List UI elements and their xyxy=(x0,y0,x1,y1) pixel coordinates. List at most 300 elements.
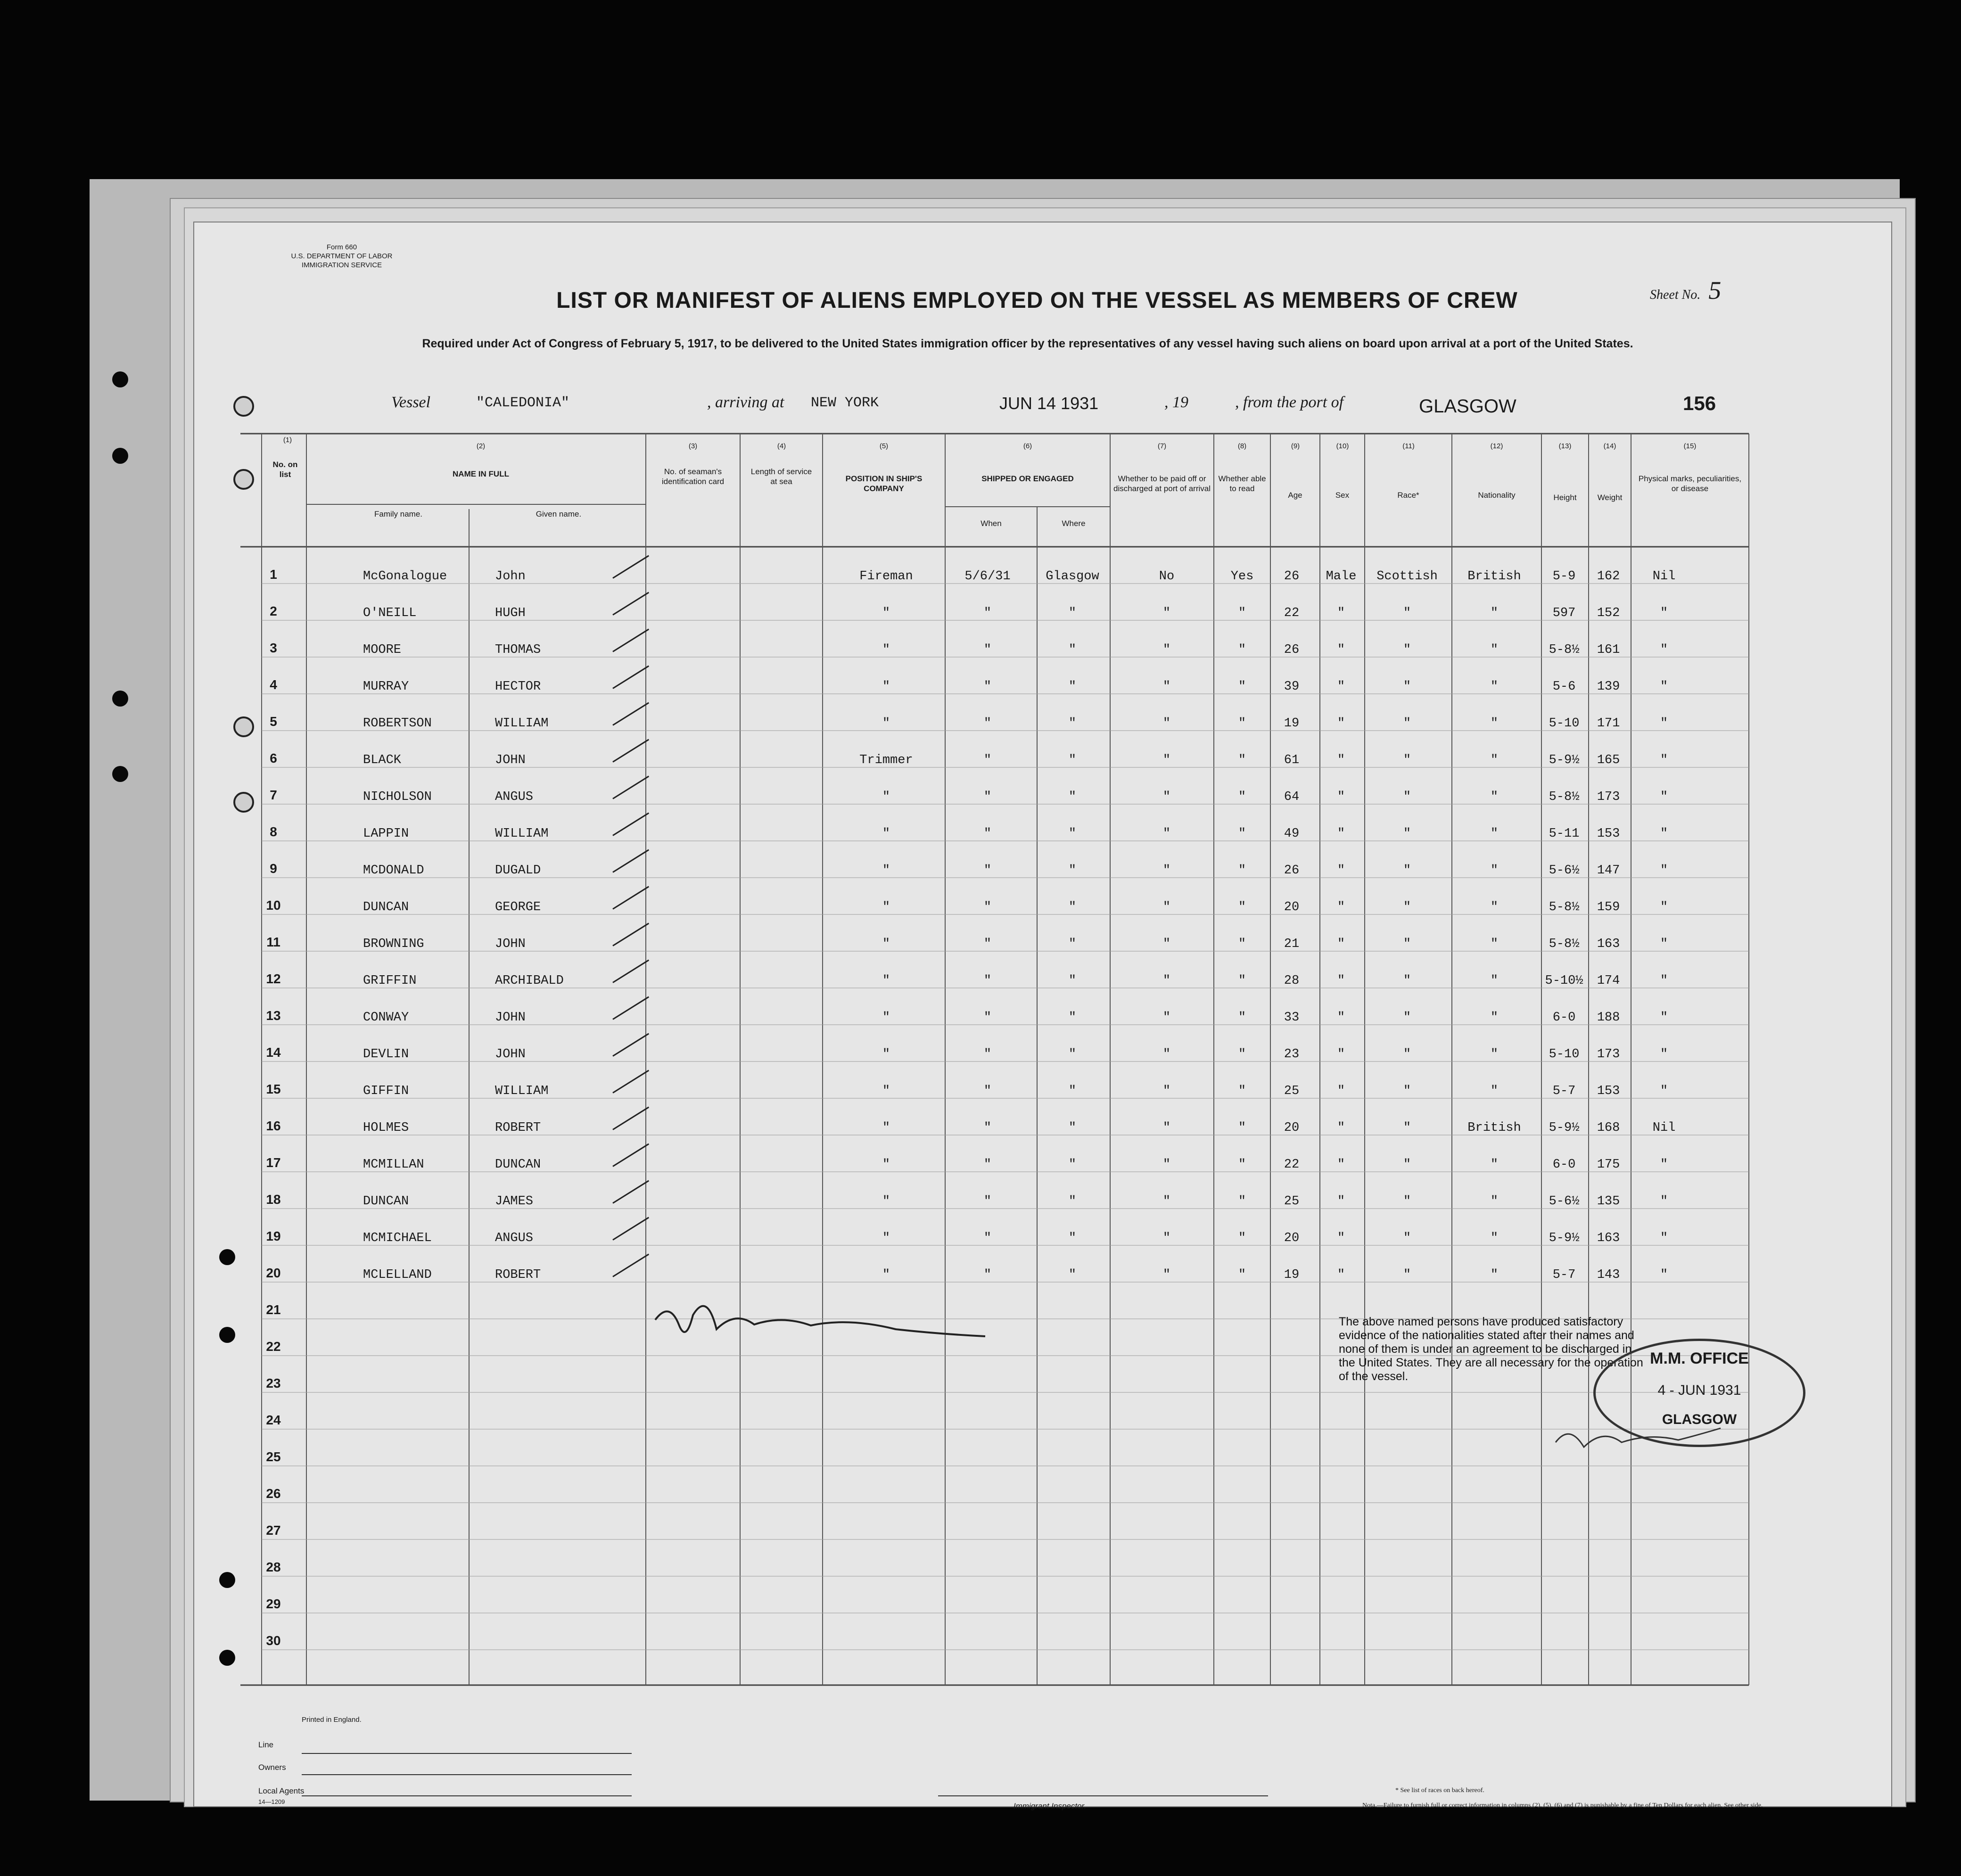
cell-where: " xyxy=(1068,900,1077,914)
cell-height: 5-8½ xyxy=(1549,900,1580,914)
header-position: POSITION IN SHIP'S COMPANY xyxy=(845,474,923,493)
cell-nat: " xyxy=(1490,790,1499,804)
cell-given: ANGUS xyxy=(495,1231,534,1245)
cell-race: " xyxy=(1403,1194,1411,1209)
cell-where: " xyxy=(1068,606,1077,620)
cell-nat: " xyxy=(1490,1047,1499,1061)
cell-where: " xyxy=(1068,1011,1077,1025)
cell-nat: " xyxy=(1490,864,1499,878)
cell-age: 26 xyxy=(1284,864,1300,878)
cell-family: MOORE xyxy=(363,643,402,657)
cell-when: " xyxy=(983,900,992,914)
binding-ring xyxy=(233,716,254,737)
header-weight: Weight xyxy=(1597,493,1623,502)
cell-sex: Male xyxy=(1326,569,1357,584)
cell-position: " xyxy=(882,827,890,841)
year-label: , 19 xyxy=(1164,394,1188,411)
cell-paid: " xyxy=(1162,1194,1171,1209)
cell-nat: " xyxy=(1490,753,1499,767)
cell-age: 23 xyxy=(1284,1047,1300,1061)
cell-race: " xyxy=(1403,974,1411,988)
form-code: 14—1209 xyxy=(258,1798,285,1805)
cell-where: " xyxy=(1068,1231,1077,1245)
row-number: 13 xyxy=(266,1008,281,1023)
cell-read: " xyxy=(1238,753,1246,767)
cell-when: " xyxy=(983,1194,992,1209)
cell-nat: " xyxy=(1490,643,1499,657)
cell-height: 5-9½ xyxy=(1549,1121,1580,1135)
cell-when: " xyxy=(983,827,992,841)
cell-family: CONWAY xyxy=(363,1011,409,1025)
cell-read: Yes xyxy=(1230,569,1254,584)
row-number: 27 xyxy=(266,1523,281,1538)
cell-marks: Nil xyxy=(1652,569,1676,584)
cell-sex: " xyxy=(1337,716,1345,731)
cell-nat: " xyxy=(1490,680,1499,694)
cell-paid: " xyxy=(1162,1084,1171,1098)
cell-read: " xyxy=(1238,1121,1246,1135)
cell-given: ROBERT xyxy=(495,1121,541,1135)
cell-where: " xyxy=(1068,790,1077,804)
cell-age: 20 xyxy=(1284,1121,1300,1135)
cell-where: " xyxy=(1068,1121,1077,1135)
cell-race: " xyxy=(1403,716,1411,731)
cell-weight: 188 xyxy=(1597,1011,1620,1025)
punch-hole xyxy=(219,1327,235,1343)
cell-read: " xyxy=(1238,900,1246,914)
arriving-label: , arriving at xyxy=(707,394,784,411)
cell-read: " xyxy=(1238,1084,1246,1098)
cell-read: " xyxy=(1238,790,1246,804)
manifest-sheet xyxy=(193,222,1892,1807)
row-number: 8 xyxy=(270,824,277,839)
cell-position: Fireman xyxy=(859,569,913,584)
cell-height: 5-10 xyxy=(1549,1047,1580,1061)
cell-race: " xyxy=(1403,680,1411,694)
row-number: 15 xyxy=(266,1082,281,1096)
cell-when: " xyxy=(983,790,992,804)
col-13-number: (13) xyxy=(1558,442,1572,450)
cell-where: " xyxy=(1068,753,1077,767)
cell-when: " xyxy=(983,753,992,767)
cell-nat: " xyxy=(1490,1011,1499,1025)
cell-position: " xyxy=(882,937,890,951)
header-physical-marks: Physical marks, peculiarities, or disease xyxy=(1638,474,1742,493)
row-number: 10 xyxy=(266,898,281,913)
punch-hole xyxy=(112,371,128,387)
cell-position: Trimmer xyxy=(859,753,913,767)
cell-given: ANGUS xyxy=(495,790,534,804)
cell-given: WILLIAM xyxy=(495,716,549,731)
cell-age: 22 xyxy=(1284,1158,1300,1172)
cell-weight: 165 xyxy=(1597,753,1620,767)
col-15-number: (15) xyxy=(1683,442,1697,450)
stamp-date: 4 - JUN 1931 xyxy=(1657,1382,1741,1398)
cell-when: " xyxy=(983,1121,992,1135)
cell-height: 5-7 xyxy=(1552,1084,1576,1098)
cell-when: 5/6/31 xyxy=(964,569,1011,584)
vessel-line xyxy=(391,391,1805,420)
cell-sex: " xyxy=(1337,864,1345,878)
cell-paid: " xyxy=(1162,1268,1171,1282)
cell-height: 6-0 xyxy=(1552,1011,1576,1025)
cell-position: " xyxy=(882,790,890,804)
from-label: , from the port of xyxy=(1235,394,1344,411)
col-8-number: (8) xyxy=(1237,442,1247,450)
cell-weight: 153 xyxy=(1597,1084,1620,1098)
cell-family: BLACK xyxy=(363,753,402,767)
cell-nat: " xyxy=(1490,900,1499,914)
col-14-number: (14) xyxy=(1603,442,1616,450)
cell-weight: 143 xyxy=(1597,1268,1620,1282)
cell-given: JOHN xyxy=(495,1011,526,1025)
cell-paid: " xyxy=(1162,900,1171,914)
cell-position: " xyxy=(882,606,890,620)
cell-marks: " xyxy=(1660,606,1668,620)
row-number: 25 xyxy=(266,1449,281,1464)
header-nationality: Nationality xyxy=(1478,491,1516,500)
row-number: 19 xyxy=(266,1229,281,1243)
cell-family: O'NEILL xyxy=(363,606,417,620)
cell-age: 19 xyxy=(1284,1268,1300,1282)
cell-weight: 168 xyxy=(1597,1121,1620,1135)
cell-where: " xyxy=(1068,1194,1077,1209)
cell-position: " xyxy=(882,1047,890,1061)
races-footnote: * See list of races on back hereof. xyxy=(1395,1787,1484,1794)
cell-age: 25 xyxy=(1284,1084,1300,1098)
cell-family: ROBERTSON xyxy=(363,716,432,731)
stamp-office: M.M. OFFICE xyxy=(1650,1349,1749,1367)
row-number: 23 xyxy=(266,1376,281,1391)
col-10-number: (10) xyxy=(1336,442,1349,450)
cell-sex: " xyxy=(1337,1268,1345,1282)
punch-hole xyxy=(112,448,128,464)
cell-paid: " xyxy=(1162,1158,1171,1172)
cell-marks: Nil xyxy=(1652,1121,1676,1135)
cell-where: " xyxy=(1068,827,1077,841)
header-name-in-full: NAME IN FULL xyxy=(453,469,509,478)
cell-weight: 163 xyxy=(1597,937,1620,951)
cell-when: " xyxy=(983,864,992,878)
cell-paid: " xyxy=(1162,753,1171,767)
cell-height: 5-9½ xyxy=(1549,753,1580,767)
binding-ring xyxy=(233,792,254,813)
cell-height: 5-7 xyxy=(1552,1268,1576,1282)
row-number: 16 xyxy=(266,1119,281,1133)
cell-read: " xyxy=(1238,1047,1246,1061)
cell-position: " xyxy=(882,1158,890,1172)
cell-sex: " xyxy=(1337,790,1345,804)
cell-sex: " xyxy=(1337,643,1345,657)
row-number: 3 xyxy=(270,641,277,655)
cell-paid: " xyxy=(1162,937,1171,951)
cell-sex: " xyxy=(1337,753,1345,767)
row-number: 24 xyxy=(266,1413,281,1427)
cell-height: 5-9 xyxy=(1552,569,1576,584)
cell-age: 49 xyxy=(1284,827,1300,841)
cell-nat: " xyxy=(1490,606,1499,620)
cell-weight: 139 xyxy=(1597,680,1620,694)
cell-read: " xyxy=(1238,1194,1246,1209)
local-agents-label: Local Agents xyxy=(258,1786,305,1795)
cell-when: " xyxy=(983,606,992,620)
cell-race: " xyxy=(1403,937,1411,951)
cell-weight: 173 xyxy=(1597,790,1620,804)
cell-weight: 163 xyxy=(1597,1231,1620,1245)
header-where: Where xyxy=(1062,519,1086,528)
cell-read: " xyxy=(1238,680,1246,694)
cell-weight: 152 xyxy=(1597,606,1620,620)
cell-race: Scottish xyxy=(1376,569,1438,584)
cell-race: " xyxy=(1403,1121,1411,1135)
punch-hole xyxy=(219,1249,235,1265)
cell-age: 28 xyxy=(1284,974,1300,988)
cell-when: " xyxy=(983,643,992,657)
cell-marks: " xyxy=(1660,900,1668,914)
cell-height: 5-6½ xyxy=(1549,1194,1580,1209)
cell-where: " xyxy=(1068,1084,1077,1098)
row-number: 18 xyxy=(266,1192,281,1207)
cell-age: 20 xyxy=(1284,1231,1300,1245)
cell-sex: " xyxy=(1337,900,1345,914)
cell-where: " xyxy=(1068,1047,1077,1061)
cell-position: " xyxy=(882,1194,890,1209)
cell-when: " xyxy=(983,1268,992,1282)
cell-height: 5-6½ xyxy=(1549,864,1580,878)
row-number: 7 xyxy=(270,788,277,802)
cell-paid: " xyxy=(1162,974,1171,988)
punch-hole xyxy=(219,1572,235,1588)
cell-family: LAPPIN xyxy=(363,827,409,841)
cell-marks: " xyxy=(1660,937,1668,951)
header-able-to-read: Whether able to read xyxy=(1218,474,1266,493)
cell-age: 19 xyxy=(1284,716,1300,731)
cell-age: 26 xyxy=(1284,569,1300,584)
cell-given: JOHN xyxy=(495,937,526,951)
cell-position: " xyxy=(882,974,890,988)
header-given-name: Given name. xyxy=(536,510,582,518)
page-number: 156 xyxy=(1683,392,1716,414)
penalty-note: Nota.—Failure to furnish full or correct information in columns (2), (5), (6) and (7) is punishable by a fine of Ten Dollars for each alien. See other side. xyxy=(1362,1802,1763,1809)
punch-hole xyxy=(219,1650,235,1666)
row-number: 14 xyxy=(266,1045,281,1060)
cell-age: 21 xyxy=(1284,937,1300,951)
cell-weight: 162 xyxy=(1597,569,1620,584)
cell-family: McGonalogue xyxy=(363,569,447,584)
cell-marks: " xyxy=(1660,1158,1668,1172)
row-number: 29 xyxy=(266,1596,281,1611)
cell-race: " xyxy=(1403,1268,1411,1282)
cell-family: BROWNING xyxy=(363,937,424,951)
document-subtitle: Required under Act of Congress of February 5, 1917, to be delivered to the United States immigration officer by the representatives of any vessel having such aliens on board upon arrival at a port of the United States. xyxy=(422,337,1633,350)
cell-marks: " xyxy=(1660,680,1668,694)
punch-hole xyxy=(112,691,128,707)
cell-sex: " xyxy=(1337,1011,1345,1025)
cell-family: NICHOLSON xyxy=(363,790,432,804)
header-id-card: No. of seaman's identification card xyxy=(661,467,725,486)
cell-nat: " xyxy=(1490,716,1499,731)
from-port: GLASGOW xyxy=(1419,396,1516,417)
cell-where: " xyxy=(1068,864,1077,878)
cell-weight: 171 xyxy=(1597,716,1620,731)
cell-read: " xyxy=(1238,643,1246,657)
cell-marks: " xyxy=(1660,790,1668,804)
cell-sex: " xyxy=(1337,606,1345,620)
cell-given: ROBERT xyxy=(495,1268,541,1282)
cell-when: " xyxy=(983,716,992,731)
cell-family: MURRAY xyxy=(363,680,409,694)
cell-read: " xyxy=(1238,827,1246,841)
punch-hole xyxy=(112,766,128,782)
row-number: 26 xyxy=(266,1486,281,1501)
cell-height: 5-8½ xyxy=(1549,790,1580,804)
cell-paid: " xyxy=(1162,864,1171,878)
cell-when: " xyxy=(983,937,992,951)
cell-position: " xyxy=(882,864,890,878)
cell-position: " xyxy=(882,1268,890,1282)
cell-race: " xyxy=(1403,864,1411,878)
cell-where: Glasgow xyxy=(1046,569,1099,584)
cell-marks: " xyxy=(1660,1047,1668,1061)
cell-sex: " xyxy=(1337,827,1345,841)
cell-weight: 153 xyxy=(1597,827,1620,841)
cell-nat: " xyxy=(1490,1268,1499,1282)
arriving-port: NEW YORK xyxy=(811,395,879,411)
header-family-name: Family name. xyxy=(374,510,423,518)
cell-given: HECTOR xyxy=(495,680,541,694)
col-9-number: (9) xyxy=(1291,442,1300,450)
cell-family: MCLELLAND xyxy=(363,1268,432,1282)
cell-family: GRIFFIN xyxy=(363,974,417,988)
sheet-label: Sheet No. xyxy=(1650,288,1701,302)
stamp-port: GLASGOW xyxy=(1662,1412,1737,1427)
cell-race: " xyxy=(1403,790,1411,804)
cell-race: " xyxy=(1403,1084,1411,1098)
cell-when: " xyxy=(983,1011,992,1025)
vessel-name: "CALEDONIA" xyxy=(476,395,570,411)
cell-height: 5-8½ xyxy=(1549,937,1580,951)
cell-sex: " xyxy=(1337,1084,1345,1098)
cell-age: 39 xyxy=(1284,680,1300,694)
cell-race: " xyxy=(1403,1231,1411,1245)
cell-nat: " xyxy=(1490,1158,1499,1172)
cell-family: HOLMES xyxy=(363,1121,409,1135)
cell-sex: " xyxy=(1337,1158,1345,1172)
row-number: 12 xyxy=(266,971,281,986)
form-identifier xyxy=(264,243,420,270)
cell-race: " xyxy=(1403,1158,1411,1172)
cell-where: " xyxy=(1068,680,1077,694)
cell-given: JOHN xyxy=(495,1047,526,1061)
cell-age: 25 xyxy=(1284,1194,1300,1209)
cell-marks: " xyxy=(1660,1268,1668,1282)
cell-position: " xyxy=(882,716,890,731)
cell-marks: " xyxy=(1660,1231,1668,1245)
row-number: 22 xyxy=(266,1339,281,1354)
cell-height: 5-9½ xyxy=(1549,1231,1580,1245)
cell-height: 5-10½ xyxy=(1545,974,1583,988)
row-number: 9 xyxy=(270,861,277,876)
sheet-number-value: 5 xyxy=(1708,276,1722,304)
cell-position: " xyxy=(882,1084,890,1098)
cell-given: JAMES xyxy=(495,1194,534,1209)
cell-family: MCMILLAN xyxy=(363,1158,424,1172)
cell-when: " xyxy=(983,680,992,694)
cell-when: " xyxy=(983,1231,992,1245)
cell-family: DEVLIN xyxy=(363,1047,409,1061)
cell-age: 22 xyxy=(1284,606,1300,620)
header-list-number: No. on list xyxy=(272,460,298,479)
cell-height: 597 xyxy=(1552,606,1576,620)
cell-position: " xyxy=(882,680,890,694)
cell-read: " xyxy=(1238,864,1246,878)
vessel-label: Vessel xyxy=(391,394,431,411)
binding-ring xyxy=(233,396,254,417)
cell-height: 5-11 xyxy=(1549,827,1580,841)
nationality-certification: The above named persons have produced satisfactory evidence of the nationalities stated after their names and none of them is under an agreement to be discharged in the United States. They are all necessary for the operation of the vessel. xyxy=(1339,1315,1643,1383)
line-label: Line xyxy=(258,1740,274,1749)
row-number: 30 xyxy=(266,1633,281,1648)
col-1-number: (1) xyxy=(283,436,292,444)
col-4-number: (4) xyxy=(777,442,786,450)
cell-given: WILLIAM xyxy=(495,1084,549,1098)
row-number: 6 xyxy=(270,751,277,765)
cell-paid: " xyxy=(1162,716,1171,731)
cell-race: " xyxy=(1403,900,1411,914)
cell-marks: " xyxy=(1660,753,1668,767)
cell-where: " xyxy=(1068,937,1077,951)
header-when: When xyxy=(980,519,1002,528)
cell-given: GEORGE xyxy=(495,900,541,914)
cell-read: " xyxy=(1238,1011,1246,1025)
cell-family: MCDONALD xyxy=(363,864,424,878)
cell-nat: " xyxy=(1490,827,1499,841)
printed-note: Printed in England. xyxy=(302,1716,362,1724)
owners-label: Owners xyxy=(258,1763,286,1772)
row-number: 21 xyxy=(266,1302,281,1317)
cell-age: 61 xyxy=(1284,753,1300,767)
cell-paid: " xyxy=(1162,643,1171,657)
cell-position: " xyxy=(882,643,890,657)
cell-where: " xyxy=(1068,643,1077,657)
header-sex: Sex xyxy=(1335,491,1350,500)
cell-race: " xyxy=(1403,1047,1411,1061)
cell-position: " xyxy=(882,1121,890,1135)
cell-weight: 174 xyxy=(1597,974,1620,988)
cell-read: " xyxy=(1238,1231,1246,1245)
cell-marks: " xyxy=(1660,643,1668,657)
cell-race: " xyxy=(1403,827,1411,841)
row-number: 4 xyxy=(270,677,277,692)
cell-nat: British xyxy=(1467,1121,1521,1135)
cell-marks: " xyxy=(1660,1011,1668,1025)
cell-paid: " xyxy=(1162,827,1171,841)
cell-paid: " xyxy=(1162,680,1171,694)
cell-family: DUNCAN xyxy=(363,1194,409,1209)
cell-marks: " xyxy=(1660,1084,1668,1098)
cell-given: JOHN xyxy=(495,753,526,767)
col-5-number: (5) xyxy=(879,442,889,450)
cell-paid: " xyxy=(1162,790,1171,804)
cell-age: 26 xyxy=(1284,643,1300,657)
service-name: IMMIGRATION SERVICE xyxy=(301,261,382,269)
cell-when: " xyxy=(983,974,992,988)
cell-nat: British xyxy=(1467,569,1521,584)
cell-age: 33 xyxy=(1284,1011,1300,1025)
col-7-number: (7) xyxy=(1157,442,1167,450)
cell-weight: 175 xyxy=(1597,1158,1620,1172)
cell-marks: " xyxy=(1660,974,1668,988)
